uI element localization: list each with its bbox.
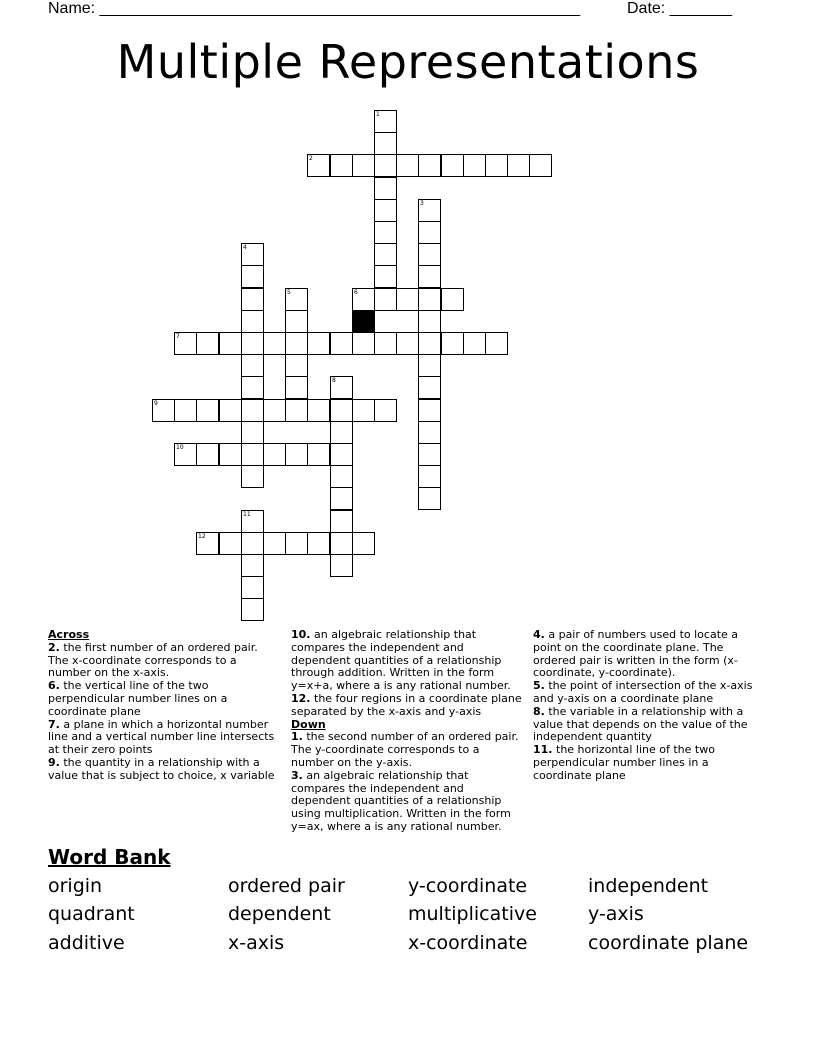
clue-number: 9.: [48, 755, 60, 769]
clue-number: 5.: [533, 679, 545, 693]
clue-text: the variable in a relationship with a value that depends on the value of the independent quantity: [533, 704, 748, 744]
crossword-cell[interactable]: [241, 465, 264, 488]
crossword-cell[interactable]: [196, 399, 219, 422]
crossword-cell[interactable]: [374, 132, 397, 155]
word-bank-word: y-axis: [588, 903, 644, 925]
crossword-cell[interactable]: [396, 288, 419, 311]
crossword-cell[interactable]: [330, 532, 353, 555]
clue-number: 6.: [48, 679, 60, 693]
clue-text: the second number of an ordered pair. The y-coordinate corresponds to a number on the y-axis.: [291, 730, 519, 769]
clue-across-2: [48, 642, 278, 680]
word-bank-word: x-coordinate: [408, 932, 528, 954]
word-bank-word: origin: [48, 875, 103, 897]
clue-number: 4.: [533, 628, 545, 641]
crossword-cell[interactable]: [241, 243, 264, 266]
crossword-cell[interactable]: [441, 332, 464, 355]
crossword-cell[interactable]: [418, 421, 441, 444]
clue-across-7: [48, 719, 278, 757]
crossword-cell[interactable]: [352, 332, 375, 355]
crossword-cell[interactable]: [330, 554, 353, 577]
crossword-clue-number: 7: [176, 333, 180, 340]
crossword-cell[interactable]: [330, 443, 353, 466]
crossword-cell[interactable]: [374, 110, 397, 133]
clue-text: a pair of numbers used to locate a point on the coordinate plane. The ordered pair is written in the form (x-coordinate, y-coordinate).: [533, 628, 739, 680]
crossword-cell[interactable]: [307, 443, 330, 466]
crossword-cell[interactable]: [418, 487, 441, 510]
crossword-cell[interactable]: [174, 399, 197, 422]
clue-across-9: [48, 757, 278, 783]
crossword-clue-number: 3: [420, 200, 424, 207]
crossword-cell[interactable]: [263, 443, 286, 466]
crossword-cell[interactable]: [307, 332, 330, 355]
crossword-cell[interactable]: [241, 598, 264, 621]
crossword-clue-number: 10: [176, 444, 184, 451]
clue-across-10: [291, 629, 523, 693]
clue-column-3: [533, 629, 765, 783]
crossword-cell[interactable]: [374, 154, 397, 177]
crossword-clue-number: 11: [243, 511, 251, 518]
word-bank-word: y-coordinate: [408, 875, 528, 897]
crossword-cell[interactable]: [352, 532, 375, 555]
crossword-clue-number: 2: [309, 155, 313, 162]
clue-down-8: [533, 706, 765, 744]
clue-number: 1.: [291, 730, 303, 744]
crossword-cell[interactable]: [374, 243, 397, 266]
word-bank-title: Word Bank: [48, 845, 171, 869]
crossword-cell[interactable]: [352, 288, 375, 311]
crossword-cell[interactable]: [485, 154, 508, 177]
word-bank-word: x-axis: [228, 932, 285, 954]
crossword-cell[interactable]: [196, 443, 219, 466]
crossword-cell[interactable]: [352, 399, 375, 422]
crossword-cell[interactable]: [285, 376, 308, 399]
crossword-cell[interactable]: [241, 288, 264, 311]
clue-number: 8.: [533, 704, 545, 718]
crossword-cell[interactable]: [241, 421, 264, 444]
crossword-cell[interactable]: [330, 510, 353, 533]
crossword-cell[interactable]: [374, 332, 397, 355]
word-bank-word: multiplicative: [408, 903, 537, 925]
crossword-cell[interactable]: [418, 443, 441, 466]
crossword-cell[interactable]: [241, 532, 264, 555]
crossword-cell[interactable]: [241, 354, 264, 377]
crossword-cell[interactable]: [196, 332, 219, 355]
word-bank-word: coordinate plane: [588, 932, 749, 954]
clue-text: the four regions in a coordinate plane separated by the x-axis and y-axis: [291, 691, 522, 718]
name-field-label: Name: ______________________________________________________: [48, 0, 581, 17]
crossword-cell[interactable]: [330, 376, 353, 399]
clue-number: 10.: [291, 628, 311, 641]
clue-text: the first number of an ordered pair. The x-coordinate corresponds to a number on the x-axis.: [48, 640, 258, 680]
crossword-cell[interactable]: [463, 154, 486, 177]
clue-down-4: [533, 629, 765, 680]
page-title: Multiple Representations: [116, 35, 700, 89]
clue-number: 7.: [48, 717, 60, 731]
crossword-cell[interactable]: [330, 421, 353, 444]
clue-number: 11.: [533, 743, 553, 757]
crossword-cell[interactable]: [418, 376, 441, 399]
crossword-cell[interactable]: [418, 465, 441, 488]
crossword-cell[interactable]: [441, 154, 464, 177]
crossword-blocked-cell: [352, 310, 375, 333]
crossword-cell[interactable]: [307, 532, 330, 555]
clue-across-12: [291, 693, 523, 719]
crossword-cell[interactable]: [241, 376, 264, 399]
crossword-clue-number: 9: [154, 400, 158, 407]
crossword-cell[interactable]: [241, 510, 264, 533]
date-field-label: Date: _______: [627, 0, 732, 17]
crossword-cell[interactable]: [285, 532, 308, 555]
clue-down-1: [291, 731, 523, 769]
crossword-cell[interactable]: [485, 332, 508, 355]
clue-column-2: [291, 629, 523, 834]
crossword-cell[interactable]: [241, 576, 264, 599]
crossword-cell[interactable]: [374, 199, 397, 222]
word-bank-word: ordered pair: [228, 875, 345, 897]
crossword-cell[interactable]: [418, 199, 441, 222]
crossword-cell[interactable]: [396, 154, 419, 177]
crossword-cell[interactable]: [463, 332, 486, 355]
crossword-clue-number: 12: [198, 533, 206, 540]
crossword-cell[interactable]: [418, 332, 441, 355]
crossword-cell[interactable]: [418, 399, 441, 422]
clue-down-3: [291, 770, 523, 834]
crossword-cell[interactable]: [374, 177, 397, 200]
crossword-cell[interactable]: [263, 532, 286, 555]
crossword-cell[interactable]: [330, 487, 353, 510]
crossword-cell[interactable]: [396, 332, 419, 355]
crossword-cell[interactable]: [330, 332, 353, 355]
word-bank-word: independent: [588, 875, 709, 897]
crossword-cell[interactable]: [374, 265, 397, 288]
crossword-cell[interactable]: [219, 399, 242, 422]
word-bank-word: quadrant: [48, 903, 135, 925]
crossword-cell[interactable]: [307, 154, 330, 177]
clue-text: the quantity in a relationship with a value that is subject to choice, x variable: [48, 755, 275, 782]
across-heading: Across: [48, 628, 90, 641]
crossword-cell[interactable]: [418, 154, 441, 177]
clue-text: the vertical line of the two perpendicular number lines on a coordinate plane: [48, 679, 228, 718]
crossword-cell[interactable]: [529, 154, 552, 177]
crossword-cell[interactable]: [241, 554, 264, 577]
down-heading: Down: [291, 717, 326, 731]
crossword-cell[interactable]: [285, 354, 308, 377]
crossword-cell[interactable]: [352, 154, 375, 177]
crossword-cell[interactable]: [263, 399, 286, 422]
crossword-cell[interactable]: [241, 443, 264, 466]
word-bank-word: dependent: [228, 903, 331, 925]
crossword-cell[interactable]: [285, 310, 308, 333]
crossword-cell[interactable]: [219, 532, 242, 555]
crossword-cell[interactable]: [241, 332, 264, 355]
crossword-clue-number: 1: [376, 111, 380, 118]
clue-text: the horizontal line of the two perpendicular number lines in a coordinate plane: [533, 743, 715, 782]
crossword-cell[interactable]: [219, 332, 242, 355]
word-bank-word: additive: [48, 932, 125, 954]
crossword-cell[interactable]: [418, 265, 441, 288]
clue-text: an algebraic relationship that compares the independent and dependent quantities of a relationship using multiplication. Written in the form y=ax, where a is any rational number.: [291, 768, 511, 833]
crossword-clue-number: 4: [243, 244, 247, 251]
crossword-cell[interactable]: [285, 443, 308, 466]
crossword-cell[interactable]: [374, 221, 397, 244]
crossword-clue-number: 8: [332, 377, 336, 384]
crossword-cell[interactable]: [374, 399, 397, 422]
clue-text: a plane in which a horizontal number line and a vertical number line intersects at their zero points: [48, 717, 275, 757]
crossword-cell[interactable]: [174, 332, 197, 355]
clue-column-1: [48, 629, 278, 783]
crossword-cell[interactable]: [285, 288, 308, 311]
crossword-cell[interactable]: [330, 465, 353, 488]
crossword-cell[interactable]: [196, 532, 219, 555]
crossword-cell[interactable]: [418, 354, 441, 377]
crossword-cell[interactable]: [441, 288, 464, 311]
crossword-cell[interactable]: [241, 310, 264, 333]
clue-text: the point of intersection of the x-axis and y-axis on a coordinate plane: [533, 679, 753, 705]
crossword-clue-number: 5: [287, 289, 291, 296]
crossword-cell[interactable]: [152, 399, 175, 422]
crossword-cell[interactable]: [374, 288, 397, 311]
crossword-cell[interactable]: [219, 443, 242, 466]
clue-number: 3.: [291, 768, 303, 782]
crossword-cell[interactable]: [418, 310, 441, 333]
crossword-cell[interactable]: [418, 243, 441, 266]
crossword-cell[interactable]: [285, 399, 308, 422]
crossword-cell[interactable]: [285, 332, 308, 355]
clue-number: 12.: [291, 691, 311, 705]
crossword-cell[interactable]: [418, 288, 441, 311]
crossword-cell[interactable]: [241, 399, 264, 422]
clue-number: 2.: [48, 640, 60, 654]
crossword-cell[interactable]: [307, 399, 330, 422]
clue-down-5: [533, 680, 765, 706]
crossword-cell[interactable]: [241, 265, 264, 288]
crossword-cell[interactable]: [418, 221, 441, 244]
crossword-cell[interactable]: [507, 154, 530, 177]
crossword-cell[interactable]: [263, 332, 286, 355]
crossword-cell[interactable]: [330, 399, 353, 422]
crossword-clue-number: 6: [354, 289, 358, 296]
clue-down-11: [533, 744, 765, 782]
clue-across-6: [48, 680, 278, 718]
crossword-cell[interactable]: [174, 443, 197, 466]
crossword-cell[interactable]: [330, 154, 353, 177]
clue-text: an algebraic relationship that compares the independent and dependent quantities of a relationship through addition. Written in the form y=x+a, where a is any rational number.: [291, 628, 511, 693]
